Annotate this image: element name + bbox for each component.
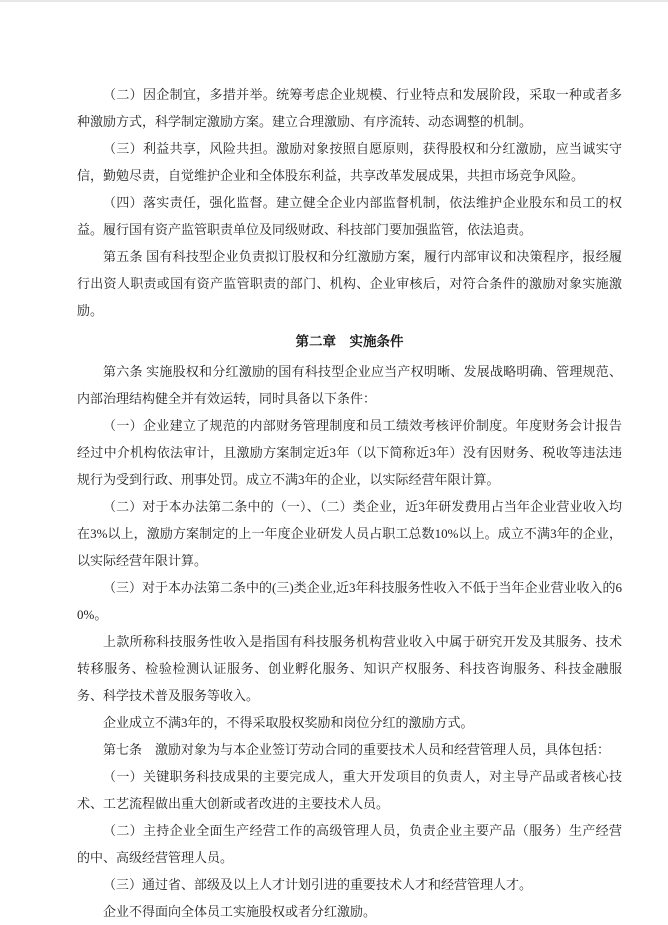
paragraph-all-staff-prohibition: 企业不得面向全体员工实施股权或者分红激励。	[103, 904, 377, 919]
paragraph-target-3: （三）通过省、部级及以上人才计划引进的重要技术人才和经营管理人才。	[103, 877, 533, 892]
paragraph-condition-1: （一）企业建立了规范的内部财务管理制度和员工绩效考核评价制度。年度财务会计报告经过中介机构依法审计，且激励方案制定近3年（以下简称近3年）没有因财务、税收等违法违规行为受到行政、刑事处罚。成立不满3年的企业，以实际经营年限计算。	[77, 418, 622, 487]
paragraph-target-2: （二）主持企业全面生产经营工作的高级管理人员，负责企业主要产品（服务）生产经营的中、高级经营管理人员。	[77, 823, 622, 865]
top-divider	[0, 0, 668, 2]
paragraph-condition-2: （二）对于本办法第二条中的（一）、（二）类企业，近3年研发费用占当年企业营业收入均在3%以上，激励方案制定的上一年度企业研发人员占职工总数10%以上。成立不满3年的企业，以实际经营年限计算。	[77, 499, 622, 568]
paragraph-principle-2: （二）因企制宜，多措并举。统筹考虑企业规模、行业特点和发展阶段，采取一种或者多种激励方式，科学制定激励方案。建立合理激励、有序流转、动态调整的机制。	[77, 87, 622, 129]
paragraph-target-1: （一）关键职务科技成果的主要完成人，重大开发项目的负责人，对主导产品或者核心技术、工艺流程做出重大创新或者改进的主要技术人员。	[77, 769, 622, 811]
paragraph-service-income-note: 上款所称科技服务性收入是指国有科技服务机构营业收入中属于研究开发及其服务、技术转移服务、检验检测认证服务、创业孵化服务、知识产权服务、科技咨询服务、科技金融服务、科学技术普及服务等收入。	[77, 634, 622, 703]
chapter-heading: 第二章 实施条件	[295, 334, 404, 349]
paragraph-article-7: 第七条 激励对象为与本企业签订劳动合同的重要技术人员和经营管理人员，具体包括：	[103, 742, 611, 757]
paragraph-principle-4: （四）落实责任，强化监督。建立健全企业内部监督机制，依法维护企业股东和员工的权益。履行国有资产监管职责单位及同级财政、科技部门要加强监管，依法追责。	[77, 195, 622, 237]
document-body	[77, 81, 622, 925]
paragraph-condition-3: （三）对于本办法第二条中的(三)类企业,近3年科技服务性收入不低于当年企业营业收入的60%。	[77, 580, 622, 622]
paragraph-principle-3: （三）利益共享，风险共担。激励对象按照自愿原则，获得股权和分红激励，应当诚实守信，勤勉尽责，自觉维护企业和全体股东利益，共享改革发展成果，共担市场竞争风险。	[77, 141, 622, 183]
paragraph-under-3-years-rule: 企业成立不满3年的，不得采取股权奖励和岗位分红的激励方式。	[103, 715, 474, 730]
paragraph-article-5: 第五条 国有科技型企业负责拟订股权和分红激励方案，履行内部审议和决策程序，报经履行出资人职责或国有资产监管职责的部门、机构、企业审核后，对符合条件的激励对象实施激励。	[77, 249, 622, 318]
paragraph-article-6: 第六条 实施股权和分红激励的国有科技型企业应当产权明晰、发展战略明确、管理规范、内部治理结构健全并有效运转，同时具备以下条件：	[77, 364, 622, 406]
